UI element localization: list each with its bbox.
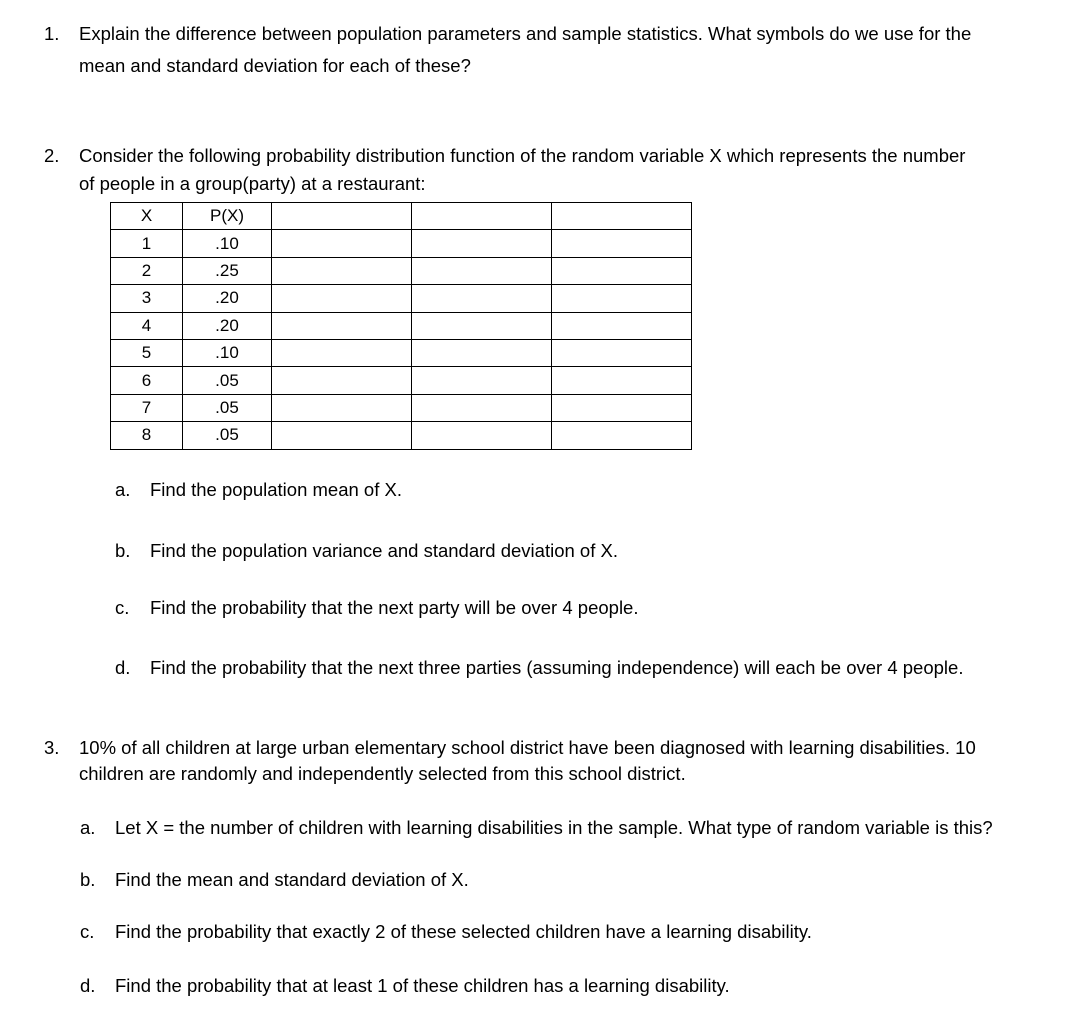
table-empty-cell xyxy=(552,339,692,366)
table-cell-x: 7 xyxy=(111,394,183,421)
table-empty-cell xyxy=(412,367,552,394)
q3-part-d-text: Find the probability that at least 1 of these children has a learning disability. xyxy=(115,975,730,996)
table-empty-cell xyxy=(272,367,412,394)
table-empty-cell xyxy=(412,312,552,339)
table-cell-px: .05 xyxy=(183,367,272,394)
q3-part-a-letter: a. xyxy=(80,817,96,838)
table-cell-x: 1 xyxy=(111,230,183,257)
q3-part-c-letter: c. xyxy=(80,921,95,942)
table-row xyxy=(111,312,692,339)
table-empty-cell xyxy=(272,203,412,230)
table-cell-x: 2 xyxy=(111,257,183,284)
table-row xyxy=(111,394,692,421)
table-empty-cell xyxy=(552,257,692,284)
table-empty-cell xyxy=(272,312,412,339)
table-empty-cell xyxy=(412,422,552,449)
table-empty-cell xyxy=(412,394,552,421)
table-row xyxy=(111,367,692,394)
q3-number: 3. xyxy=(44,737,60,758)
table-cell-x: 8 xyxy=(111,422,183,449)
table-empty-cell xyxy=(552,367,692,394)
table-empty-cell xyxy=(272,422,412,449)
q2-text-line2: of people in a group(party) at a restaurant: xyxy=(79,173,426,194)
table-empty-cell xyxy=(412,339,552,366)
table-cell-px: .20 xyxy=(183,312,272,339)
table-row xyxy=(111,422,692,449)
q2-part-a-letter: a. xyxy=(115,479,131,500)
q2-part-a-text: Find the population mean of X. xyxy=(150,479,402,500)
q3-part-d-letter: d. xyxy=(80,975,96,996)
q2-part-b-text: Find the population variance and standard deviation of X. xyxy=(150,540,618,561)
q2-number: 2. xyxy=(44,145,60,166)
table-empty-cell xyxy=(412,285,552,312)
q3-text-line1: 10% of all children at large urban elementary school district have been diagnosed with learning disabilities. 10 xyxy=(79,737,976,758)
q2-text-line1: Consider the following probability distribution function of the random variable X which represents the number xyxy=(79,145,966,166)
table-header-px: P(X) xyxy=(183,203,272,230)
table-empty-cell xyxy=(272,285,412,312)
table-cell-px: .05 xyxy=(183,394,272,421)
table-row xyxy=(111,230,692,257)
table-empty-cell xyxy=(272,339,412,366)
q3-part-a-text: Let X = the number of children with learning disabilities in the sample. What type of random variable is this? xyxy=(115,817,993,838)
table-header-x: X xyxy=(111,203,183,230)
table-empty-cell xyxy=(412,203,552,230)
table-cell-x: 3 xyxy=(111,285,183,312)
q2-part-c-text: Find the probability that the next party will be over 4 people. xyxy=(150,597,639,618)
q3-part-b-text: Find the mean and standard deviation of X. xyxy=(115,869,469,890)
table-empty-cell xyxy=(412,257,552,284)
table-empty-cell xyxy=(552,422,692,449)
table-empty-cell xyxy=(552,394,692,421)
q2-part-d-letter: d. xyxy=(115,657,131,678)
q3-part-c-text: Find the probability that exactly 2 of these selected children have a learning disability. xyxy=(115,921,812,942)
table-empty-cell xyxy=(272,257,412,284)
table-row xyxy=(111,257,692,284)
table-header-row xyxy=(111,203,692,230)
q2-part-d-text: Find the probability that the next three parties (assuming independence) will each be over 4 people. xyxy=(150,657,964,678)
table-empty-cell xyxy=(552,230,692,257)
table-empty-cell xyxy=(552,285,692,312)
table-empty-cell xyxy=(552,312,692,339)
table-row xyxy=(111,285,692,312)
q2-part-c-letter: c. xyxy=(115,597,130,618)
q1-text-line2: mean and standard deviation for each of these? xyxy=(79,55,471,76)
table-cell-px: .20 xyxy=(183,285,272,312)
table-empty-cell xyxy=(272,394,412,421)
table-cell-x: 5 xyxy=(111,339,183,366)
table-cell-px: .10 xyxy=(183,339,272,366)
probability-distribution-table xyxy=(110,202,692,450)
table-empty-cell xyxy=(412,230,552,257)
table-empty-cell xyxy=(272,230,412,257)
q2-part-b-letter: b. xyxy=(115,540,131,561)
table-row xyxy=(111,339,692,366)
q1-text-line1: Explain the difference between population parameters and sample statistics. What symbols do we use for the xyxy=(79,23,972,44)
table-cell-px: .05 xyxy=(183,422,272,449)
table-empty-cell xyxy=(552,203,692,230)
q3-part-b-letter: b. xyxy=(80,869,96,890)
table-cell-px: .10 xyxy=(183,230,272,257)
q3-text-line2: children are randomly and independently selected from this school district. xyxy=(79,763,686,784)
q1-number: 1. xyxy=(44,23,60,44)
table-cell-x: 4 xyxy=(111,312,183,339)
table-cell-x: 6 xyxy=(111,367,183,394)
table-cell-px: .25 xyxy=(183,257,272,284)
